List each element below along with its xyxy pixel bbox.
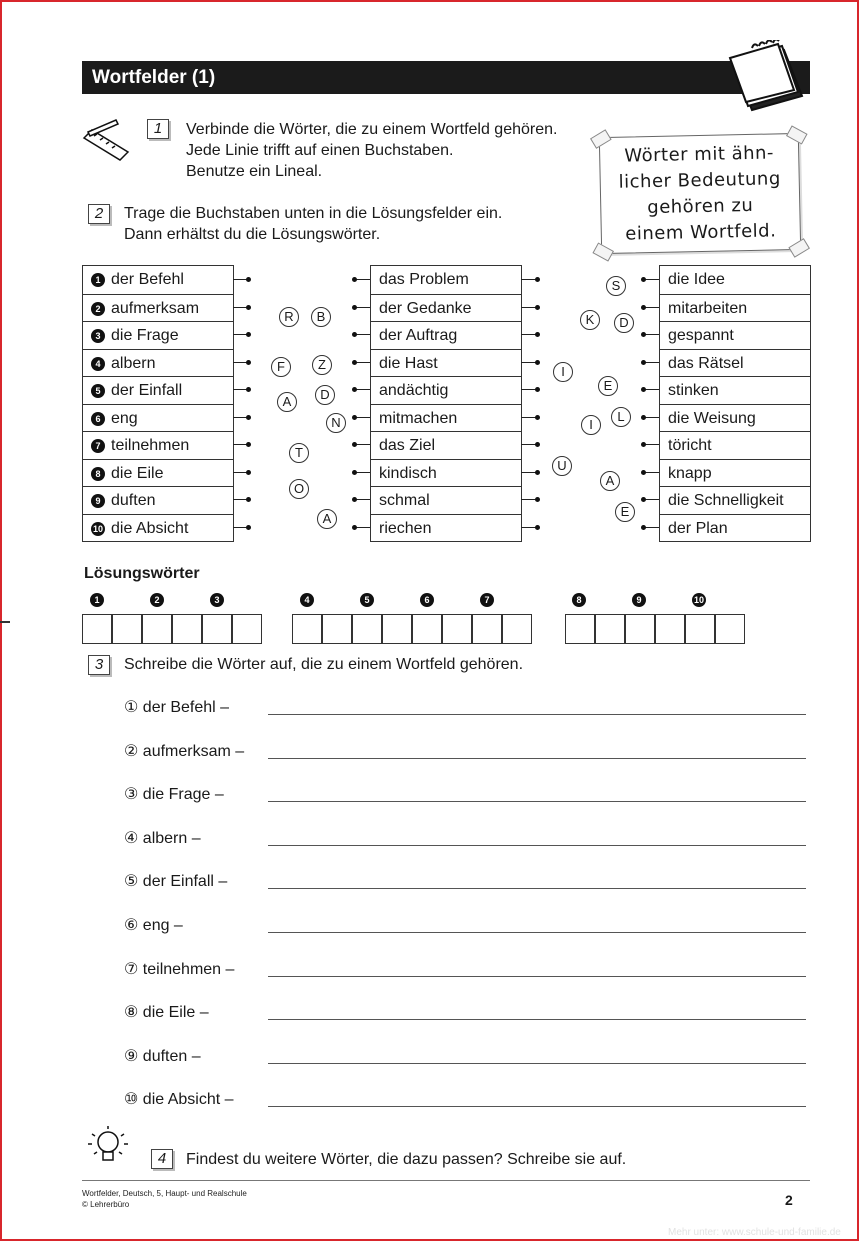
letter-circle: E <box>615 502 635 522</box>
solution-number: 10 <box>693 595 704 605</box>
task1-number: 1 <box>147 119 169 139</box>
word-cell: der Plan <box>660 514 810 541</box>
solution-box[interactable] <box>142 614 172 644</box>
write-line[interactable] <box>268 932 806 933</box>
solution-box[interactable] <box>442 614 472 644</box>
letter-circle: E <box>598 376 618 396</box>
connector-dot[interactable] <box>641 470 646 475</box>
tip-note <box>599 133 801 254</box>
solution-number: 7 <box>480 591 500 609</box>
connector-dot[interactable] <box>535 525 540 530</box>
word-cell: das Problem <box>379 271 469 288</box>
write-line[interactable] <box>268 801 806 802</box>
word-cell: kindisch <box>371 459 521 486</box>
word-column-3 <box>659 265 811 542</box>
connector-dot[interactable] <box>352 442 357 447</box>
letter-circle: T <box>289 443 309 463</box>
note-line-3: gehören zu <box>647 194 754 219</box>
connector-dot[interactable] <box>246 360 251 365</box>
connector-dot[interactable] <box>535 332 540 337</box>
connector-dot[interactable] <box>246 442 251 447</box>
notepad-icon <box>726 40 810 112</box>
letter-circle: A <box>600 471 620 491</box>
letter-circle: A <box>277 392 297 412</box>
solution-box[interactable] <box>655 614 685 644</box>
connector-dot[interactable] <box>535 277 540 282</box>
write-line-label: ④ albern – <box>124 829 201 847</box>
solution-box[interactable] <box>352 614 382 644</box>
page-title: Wortfelder (1) <box>92 67 216 88</box>
task3-instruction: Schreibe die Wörter auf, die zu einem Wortfeld gehören. <box>124 656 524 673</box>
solution-box[interactable] <box>382 614 412 644</box>
write-line-label: ⑨ duften – <box>124 1047 201 1065</box>
word-cell: mitarbeiten <box>660 294 810 321</box>
letter-circle: D <box>315 385 335 405</box>
word-cell: 4 albern <box>83 349 233 376</box>
word-cell: 2 aufmerksam <box>83 294 233 321</box>
connector-dot[interactable] <box>352 415 357 420</box>
connector-dot[interactable] <box>246 470 251 475</box>
margin-mark <box>0 621 10 623</box>
solution-box[interactable] <box>625 614 655 644</box>
write-line-label: ② aufmerksam – <box>124 742 245 760</box>
word-text: die Absicht <box>111 519 189 537</box>
title-bar <box>82 61 810 94</box>
solution-number: 8 <box>572 591 592 609</box>
solution-box[interactable] <box>292 614 322 644</box>
word-cell: der Gedanke <box>371 294 521 321</box>
task3-number: 3 <box>88 655 110 675</box>
letter-circle: U <box>552 456 572 476</box>
note-line-4: einem Wortfeld. <box>625 220 777 245</box>
connector-dot[interactable] <box>246 415 251 420</box>
write-line[interactable] <box>268 976 806 977</box>
write-line-label: ⑩ die Absicht – <box>124 1091 234 1109</box>
word-cell: töricht <box>660 431 810 458</box>
write-line[interactable] <box>268 1063 806 1064</box>
letter-circle: R <box>279 307 299 327</box>
write-line[interactable] <box>268 758 806 759</box>
solution-label: Lösungswörter <box>84 565 200 582</box>
word-cell: 8 die Eile <box>83 459 233 486</box>
connector-dot[interactable] <box>535 360 540 365</box>
connector-dot[interactable] <box>641 360 646 365</box>
footer-source: Wortfelder, Deutsch, 5, Haupt- und Realschule <box>82 1189 247 1198</box>
word-cell: die Weisung <box>660 404 810 431</box>
solution-box[interactable] <box>472 614 502 644</box>
word-cell: der Auftrag <box>371 321 521 348</box>
connector-dot[interactable] <box>641 305 646 310</box>
solution-box[interactable] <box>82 614 112 644</box>
letter-circle: L <box>611 407 631 427</box>
solution-box[interactable] <box>685 614 715 644</box>
connector-dot[interactable] <box>352 277 357 282</box>
solution-number: 1 <box>90 591 110 609</box>
solution-number: 6 <box>420 591 440 609</box>
word-column-2 <box>370 265 522 542</box>
write-line-label: ⑦ teilnehmen – <box>124 960 235 978</box>
letter-circle: B <box>311 307 331 327</box>
solution-number: 3 <box>210 591 230 609</box>
word-cell: 5 der Einfall <box>83 376 233 403</box>
word-cell: die Idee <box>668 271 725 288</box>
word-text: teilnehmen <box>111 437 190 454</box>
task2-line-2: Dann erhältst du die Lösungswörter. <box>124 226 381 243</box>
connector-dot[interactable] <box>246 387 251 392</box>
word-cell: 3 die Frage <box>83 321 233 348</box>
connector-dot[interactable] <box>352 332 357 337</box>
word-cell: gespannt <box>660 321 810 348</box>
word-text: der Einfall <box>111 382 183 399</box>
task2-number: 2 <box>88 204 110 224</box>
connector-dot[interactable] <box>246 497 251 502</box>
note-line-2: licher Bedeutung <box>618 168 781 193</box>
task4-text: Findest du weitere Wörter, die dazu passen? Schreibe sie auf. <box>186 1151 627 1168</box>
task2-line-1: Trage die Buchstaben unten in die Lösungsfelder ein. <box>124 205 503 222</box>
connector-dot[interactable] <box>352 470 357 475</box>
connector-dot[interactable] <box>352 497 357 502</box>
word-cell: die Hast <box>371 349 521 376</box>
word-text: duften <box>111 492 156 509</box>
write-line[interactable] <box>268 714 806 715</box>
word-cell: knapp <box>660 459 810 486</box>
word-text: die Frage <box>111 327 179 344</box>
write-line[interactable] <box>268 1106 806 1107</box>
connector-dot[interactable] <box>535 387 540 392</box>
connector-dot[interactable] <box>352 525 357 530</box>
solution-box[interactable] <box>595 614 625 644</box>
connector-dot[interactable] <box>352 305 357 310</box>
solution-box[interactable] <box>112 614 142 644</box>
word-cell: das Rätsel <box>660 349 810 376</box>
write-line-label: ① der Befehl – <box>124 699 230 716</box>
word-cell: schmal <box>371 486 521 513</box>
solution-box[interactable] <box>172 614 202 644</box>
connector-dot[interactable] <box>352 360 357 365</box>
write-line[interactable] <box>268 1019 806 1020</box>
letter-circle: K <box>580 310 600 330</box>
word-cell: riechen <box>371 514 521 541</box>
write-line-label: ⑧ die Eile – <box>124 1004 209 1022</box>
word-cell: 9 duften <box>83 486 233 513</box>
footer-divider <box>82 1180 810 1181</box>
solution-number: 5 <box>360 591 380 609</box>
word-cell: 7 teilnehmen <box>83 431 233 458</box>
solution-box[interactable] <box>412 614 442 644</box>
watermark: Mehr unter: www.schule-und-familie.de <box>668 1227 841 1238</box>
solution-number: 2 <box>150 591 170 609</box>
connector-dot[interactable] <box>641 387 646 392</box>
write-line-label: ⑤ der Einfall – <box>124 873 228 891</box>
word-cell: mitmachen <box>371 404 521 431</box>
write-line-label: ③ die Frage – <box>124 786 224 804</box>
task1-line-3: Benutze ein Lineal. <box>186 163 323 180</box>
word-cell: das Ziel <box>371 431 521 458</box>
connector-dot[interactable] <box>535 415 540 420</box>
word-cell: 6 eng <box>83 404 233 431</box>
word-cell: stinken <box>660 376 810 403</box>
write-line-label: ⑥ eng – <box>124 917 183 934</box>
connector-dot[interactable] <box>246 332 251 337</box>
letter-circle: D <box>614 313 634 333</box>
connector-dot[interactable] <box>246 305 251 310</box>
word-text: eng <box>111 409 138 427</box>
letter-circle: O <box>289 479 309 499</box>
ruler-pencil-icon <box>82 116 130 162</box>
letter-circle: S <box>606 276 626 296</box>
solution-box[interactable] <box>565 614 595 644</box>
page-number: 2 <box>785 1192 793 1208</box>
write-line[interactable] <box>268 888 806 889</box>
connector-dot[interactable] <box>641 415 646 420</box>
word-cell: die Schnelligkeit <box>660 486 810 513</box>
letter-circle: F <box>271 357 291 377</box>
connector-dot[interactable] <box>535 305 540 310</box>
connector-dot[interactable] <box>641 497 646 502</box>
connector-dot[interactable] <box>246 525 251 530</box>
footer-copyright: © Lehrerbüro <box>82 1200 130 1209</box>
word-cell: 1 der Befehl <box>83 266 233 293</box>
letter-circle: A <box>317 509 337 529</box>
connector-dot[interactable] <box>535 470 540 475</box>
word-cell: andächtig <box>371 376 521 403</box>
task1-line-2: Jede Linie trifft auf einen Buchstaben. <box>186 142 454 159</box>
solution-number: 9 <box>632 591 652 609</box>
letter-circle: N <box>326 413 346 433</box>
solution-box[interactable] <box>232 614 262 644</box>
task4-number: 4 <box>151 1149 173 1169</box>
connector-dot[interactable] <box>352 387 357 392</box>
letter-circle: Z <box>312 355 332 375</box>
solution-box[interactable] <box>202 614 232 644</box>
task1-line-1: Verbinde die Wörter, die zu einem Wortfeld gehören. <box>186 121 558 138</box>
solution-box[interactable] <box>715 614 745 644</box>
lightbulb-icon <box>84 1124 134 1170</box>
write-line[interactable] <box>268 845 806 846</box>
letter-circle: I <box>553 362 573 382</box>
solution-box[interactable] <box>322 614 352 644</box>
connector-dot[interactable] <box>641 332 646 337</box>
note-line-1: Wörter mit ähn- <box>624 142 775 167</box>
word-cell: 10 die Absicht <box>83 514 233 541</box>
connector-dot[interactable] <box>535 497 540 502</box>
connector-dot[interactable] <box>641 525 646 530</box>
word-text: der Befehl <box>111 271 184 288</box>
solution-number: 4 <box>300 591 320 609</box>
connector-dot[interactable] <box>641 442 646 447</box>
word-text: die Eile <box>111 464 164 482</box>
letter-circle: I <box>581 415 601 435</box>
word-text: aufmerksam <box>111 299 200 317</box>
connector-dot[interactable] <box>535 442 540 447</box>
connector-dot[interactable] <box>641 277 646 282</box>
connector-dot[interactable] <box>246 277 251 282</box>
word-text: albern <box>111 354 156 372</box>
solution-box[interactable] <box>502 614 532 644</box>
word-column-1 <box>82 265 234 542</box>
